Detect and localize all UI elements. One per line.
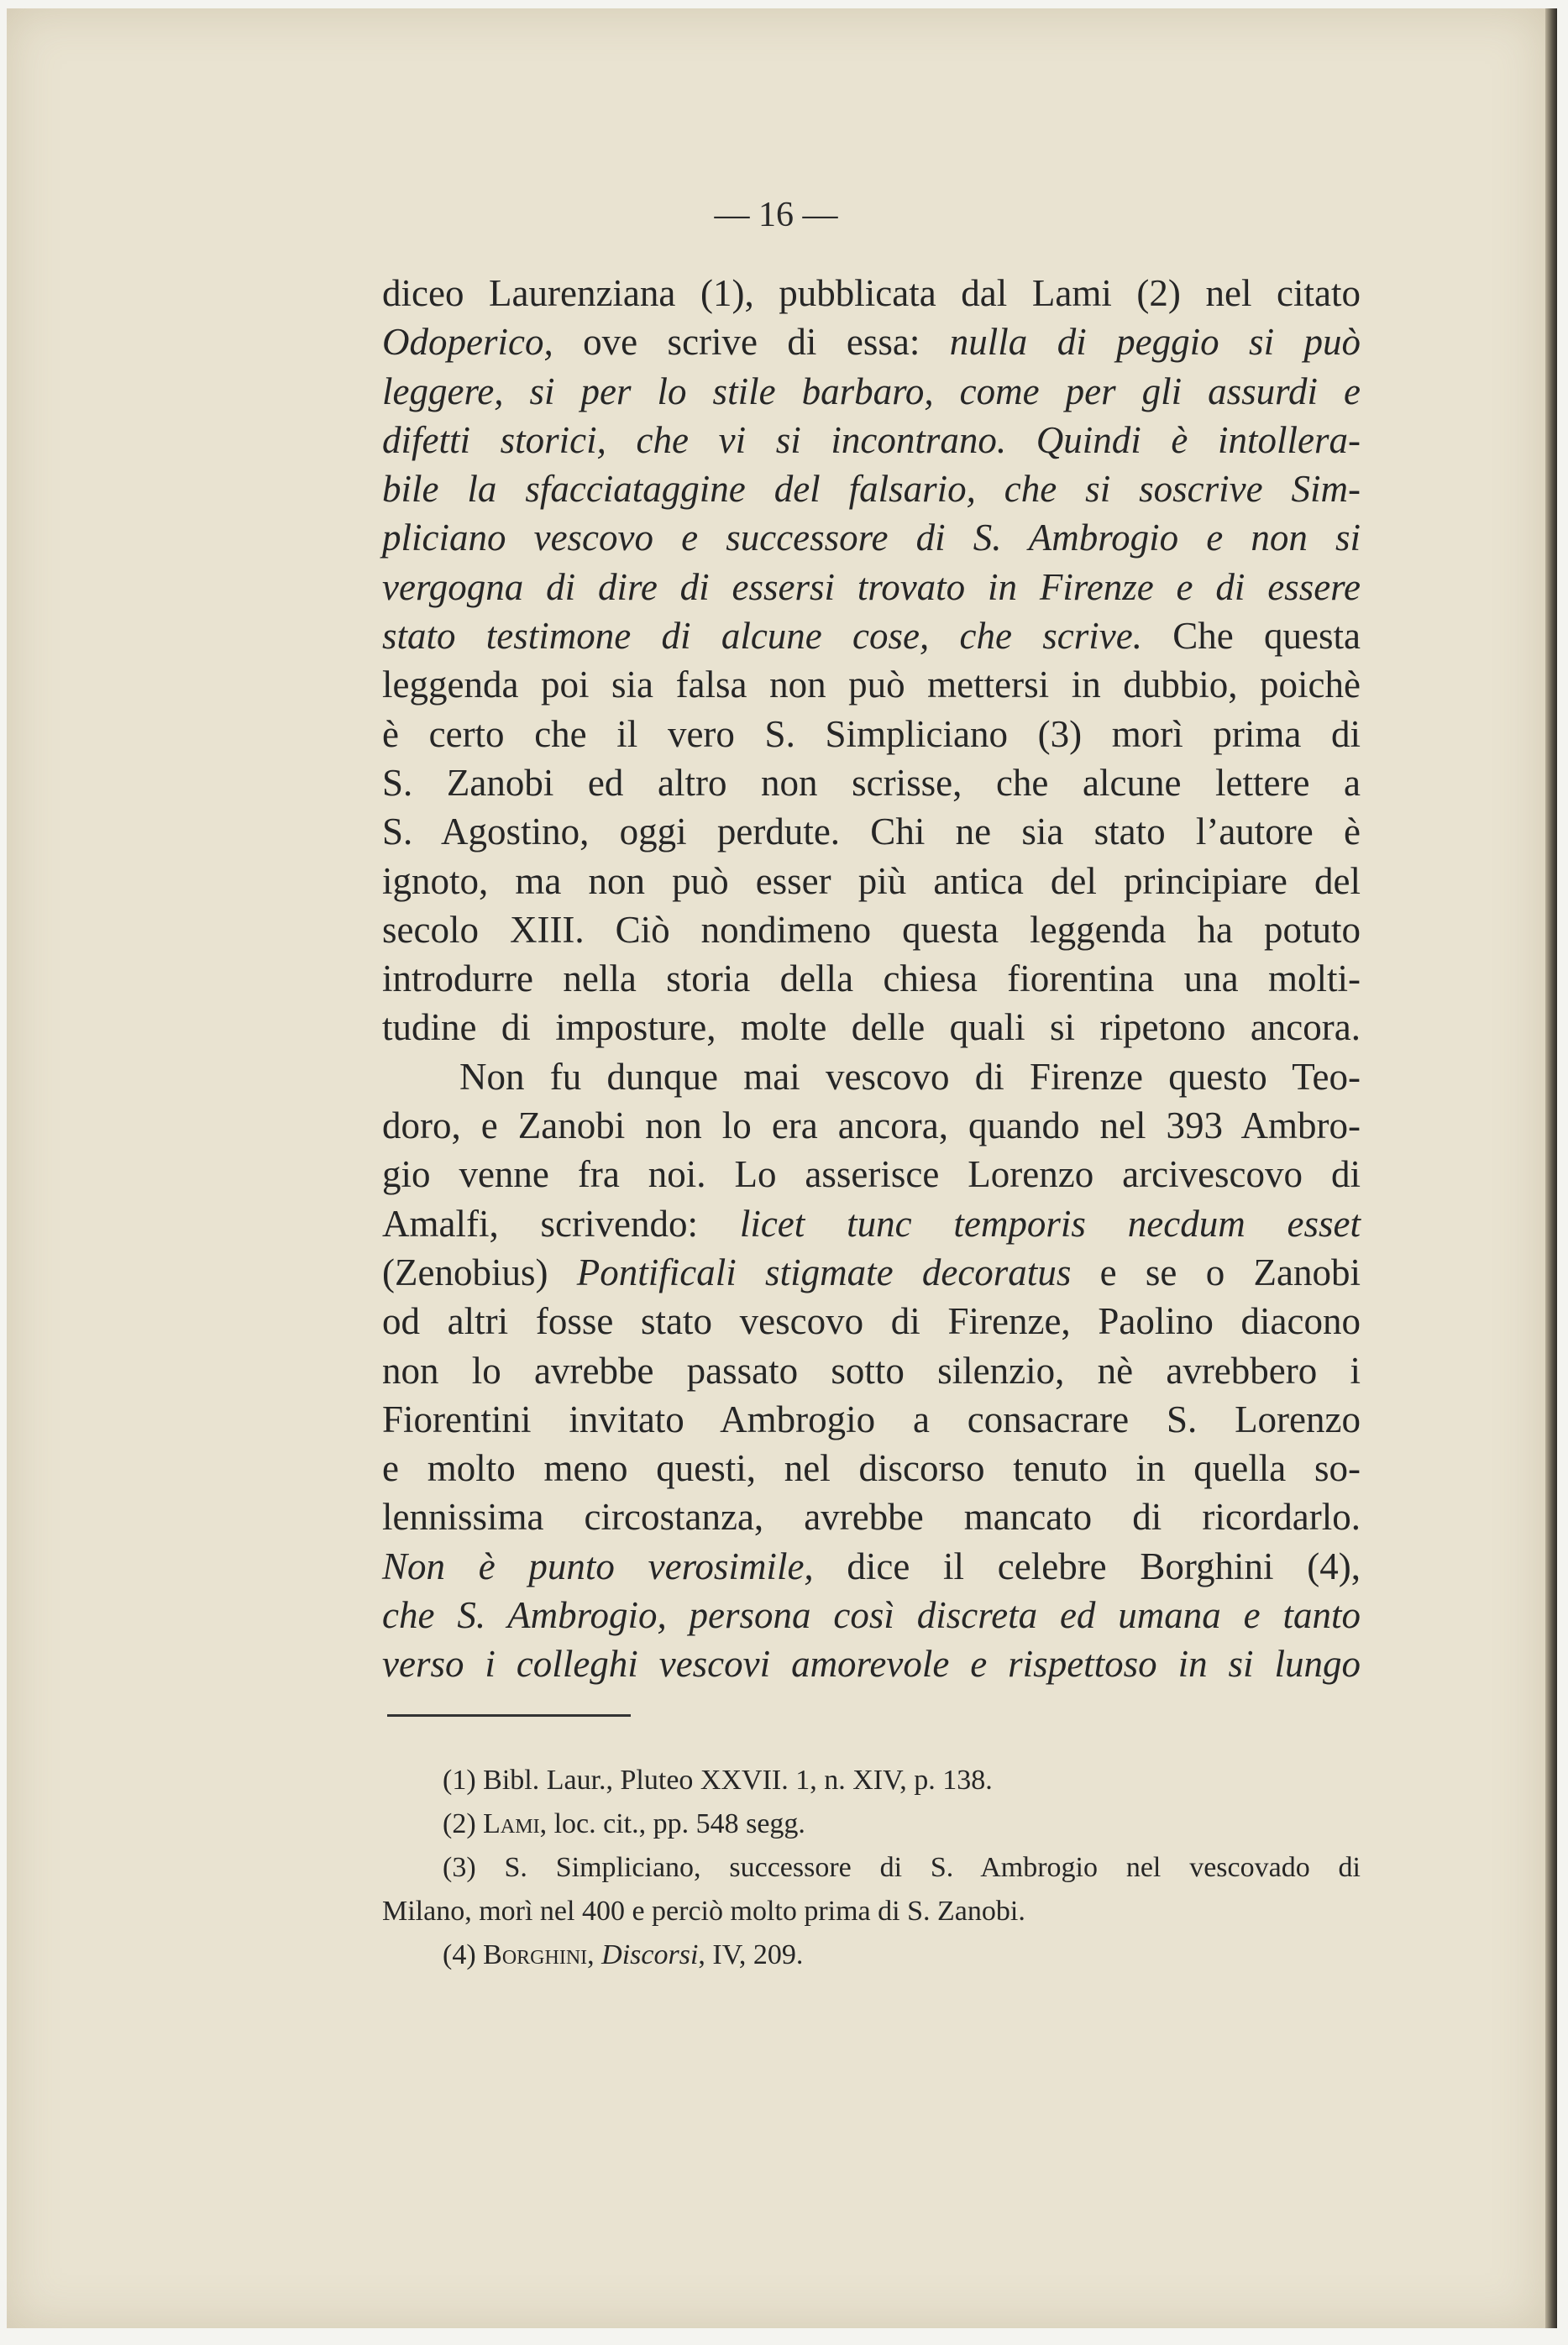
text-line: [382, 367, 1361, 416]
page-edge-shadow: [1545, 8, 1557, 2328]
italic-text: che S. Ambrogio, persona così discreta ed umana e tanto: [382, 1594, 1361, 1637]
text-line: è certo che il vero S. Simpliciano (3) morì prima di: [382, 712, 1361, 755]
text-line: lennissima circostanza, avrebbe mancato di ricordarlo.: [382, 1496, 1361, 1539]
italic-text: Pontificali stigmate decoratus: [576, 1251, 1072, 1293]
italic-text: Discorsi: [601, 1939, 699, 1970]
footnote: (3) S. Simpliciano, successore di S. Ambrogio nel vescovado di: [443, 1852, 1361, 1883]
text-line: secolo XIII. Ciò nondimeno questa leggenda ha potuto: [382, 908, 1361, 951]
text-line: Fiorentini invitato Ambrogio a consacrare S. Lorenzo: [382, 1398, 1361, 1440]
text-line: S. Zanobi ed altro non scrisse, che alcune lettere a: [382, 761, 1361, 804]
text-line: non lo avrebbe passato sotto silenzio, nè avrebbero i: [382, 1349, 1361, 1392]
text-line: [382, 611, 1361, 660]
text-span: Amalfi, scrivendo:: [382, 1202, 740, 1245]
author-name: Borghini: [483, 1939, 588, 1970]
text-line: S. Agostino, oggi perdute. Chi ne sia stato l’autore è: [382, 811, 1361, 853]
italic-text: licet tunc temporis necdum esset: [739, 1202, 1361, 1245]
text-line: diceo Laurenziana (1), pubblicata dal Lami (2) nel citato: [382, 272, 1361, 314]
footnote: (1) Bibl. Laur., Pluteo XXVII. 1, n. XIV, p. 138.: [443, 1765, 993, 1796]
italic-text: nulla di peggio si può: [949, 321, 1361, 364]
text-span: , IV, 209.: [698, 1939, 804, 1970]
main-text: [382, 269, 1361, 1689]
italic-text: leggere, si per lo stile barbaro, come per gli assurdi e: [382, 370, 1361, 412]
text-line: [382, 317, 1361, 366]
footnote-divider: [387, 1714, 631, 1717]
text-line: [382, 1542, 1361, 1591]
italic-text: difetti storici, che vi si incontrano. Quindi è intollera-: [382, 418, 1361, 461]
text-span: dice il celebre Borghini (4),: [813, 1545, 1361, 1587]
text-line: [382, 1248, 1361, 1297]
text-line: [382, 563, 1361, 611]
text-span: (2): [443, 1808, 484, 1839]
text-line: [382, 1199, 1361, 1248]
italic-text: bile la sfacciataggine del falsario, che si soscrive Sim-: [382, 468, 1361, 511]
text-span: Che questa: [1141, 615, 1361, 658]
text-line: leggenda poi sia falsa non può mettersi in dubbio, poichè: [382, 664, 1361, 706]
text-span: e se o Zanobi: [1071, 1251, 1361, 1293]
italic-text: Non è punto verosimile,: [382, 1545, 814, 1587]
italic-text: pliciano vescovo e successore di S. Ambrogio e non si: [382, 517, 1361, 559]
italic-text: stato testimone di alcune cose, che scrive.: [382, 615, 1142, 658]
text-line: [382, 416, 1361, 464]
footnote-continuation: Milano, morì nel 400 e perciò molto prima di S. Zanobi.: [382, 1896, 1025, 1927]
text-line: [382, 1639, 1361, 1688]
book-page: [7, 8, 1545, 2328]
text-line: tudine di imposture, molte delle quali si ripetono ancora.: [382, 1006, 1361, 1049]
text-line: [382, 1591, 1361, 1639]
page-number: — 16 —: [714, 196, 838, 234]
text-line: e molto meno questi, nel discorso tenuto in quella so-: [382, 1447, 1361, 1490]
footnote: [382, 1802, 1361, 1846]
text-line: introdurre nella storia della chiesa fiorentina una molti-: [382, 957, 1361, 1000]
text-line: gio venne fra noi. Lo asserisce Lorenzo arcivescovo di: [382, 1153, 1361, 1196]
author-name: Lami: [483, 1808, 540, 1839]
text-span: (Zenobius): [382, 1251, 577, 1293]
text-line: [382, 513, 1361, 562]
text-span: (4): [443, 1939, 484, 1970]
italic-text: verso i colleghi vescovi amorevole e rispettoso in si lungo: [382, 1643, 1361, 1686]
text-line: doro, e Zanobi non lo era ancora, quando nel 393 Ambro-: [382, 1104, 1361, 1147]
text-line: Non fu dunque mai vescovo di Firenze questo Teo-: [459, 1055, 1361, 1098]
text-span: , loc. cit., pp. 548 segg.: [539, 1808, 805, 1839]
footnotes: [382, 1759, 1361, 1977]
footnote: [382, 1933, 1361, 1977]
italic-text: vergogna di dire di essersi trovato in Firenze e di essere: [382, 565, 1361, 608]
text-span: ove scrive di essa:: [553, 321, 950, 364]
italic-text: Odoperico,: [382, 321, 553, 364]
text-line: od altri fosse stato vescovo di Firenze, Paolino diacono: [382, 1300, 1361, 1343]
text-line: ignoto, ma non può esser più antica del principiare del: [382, 859, 1361, 902]
text-line: [382, 464, 1361, 513]
text-span: ,: [587, 1939, 602, 1970]
